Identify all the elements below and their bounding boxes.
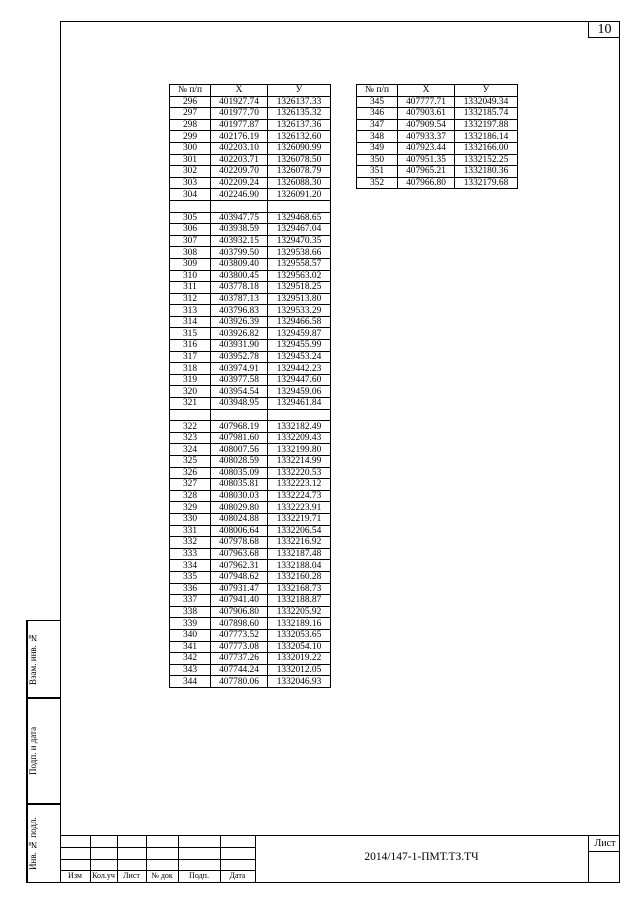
table-row	[170, 629, 331, 641]
point-number: 303	[170, 177, 211, 189]
point-number: 351	[357, 166, 398, 178]
coord-y: 1329466.58	[268, 316, 331, 328]
coord-y: 1326078.50	[268, 154, 331, 166]
col-kol-uch: Кол.уч	[92, 871, 115, 880]
coord-y: 1329558.57	[268, 258, 331, 270]
coordinates-table-right	[356, 84, 518, 189]
point-number: 313	[170, 305, 211, 317]
coord-y: 1329467.04	[268, 224, 331, 236]
coord-x: 403932.15	[211, 235, 268, 247]
point-number: 306	[170, 224, 211, 236]
coord-y: 1332168.73	[268, 583, 331, 595]
coord-x: 402203.71	[211, 154, 268, 166]
point-number: 332	[170, 537, 211, 549]
table-row	[170, 351, 331, 363]
point-number: 335	[170, 571, 211, 583]
table-row	[170, 142, 331, 154]
coord-x: 403809.40	[211, 258, 268, 270]
coord-x: 401977.70	[211, 108, 268, 120]
point-number: 323	[170, 432, 211, 444]
coord-x: 403926.82	[211, 328, 268, 340]
table-row	[170, 560, 331, 572]
point-number: 314	[170, 316, 211, 328]
drawing-frame	[60, 21, 620, 883]
header-x: X	[211, 85, 268, 97]
side-stamp-vzam	[26, 620, 61, 698]
table-row	[170, 108, 331, 120]
coord-y: 1332199.80	[268, 444, 331, 456]
point-number: 342	[170, 653, 211, 665]
table-row	[170, 525, 331, 537]
point-number	[170, 409, 211, 421]
coord-y: 1326088.30	[268, 177, 331, 189]
table-row	[170, 571, 331, 583]
coord-y: 1332224.73	[268, 490, 331, 502]
table-row	[170, 653, 331, 665]
coord-y: 1332189.16	[268, 618, 331, 630]
coord-y: 1332206.54	[268, 525, 331, 537]
coord-y: 1332186.14	[455, 131, 518, 143]
coord-y: 1332180.36	[455, 166, 518, 178]
coord-x	[211, 200, 268, 212]
coord-x: 408035.81	[211, 479, 268, 491]
table-row	[170, 282, 331, 294]
table-row	[170, 444, 331, 456]
table-row	[170, 270, 331, 282]
header-y: У	[268, 85, 331, 97]
coord-x: 407933.37	[398, 131, 455, 143]
table-row	[357, 96, 518, 108]
coord-y: 1332209.43	[268, 432, 331, 444]
table-row	[170, 606, 331, 618]
point-number: 345	[357, 96, 398, 108]
coord-x: 407948.62	[211, 571, 268, 583]
coord-y: 1332046.93	[268, 676, 331, 688]
coord-y: 1326137.36	[268, 119, 331, 131]
table-row	[170, 154, 331, 166]
coord-x: 401927.74	[211, 96, 268, 108]
coord-y: 1332182.49	[268, 421, 331, 433]
point-number: 318	[170, 363, 211, 375]
document-code: 2014/147-1-ПМТ.ТЗ.ТЧ	[364, 851, 479, 863]
coord-x: 408024.88	[211, 513, 268, 525]
coord-x: 403931.90	[211, 340, 268, 352]
coord-x: 408028.59	[211, 456, 268, 468]
table-row	[170, 177, 331, 189]
point-number: 336	[170, 583, 211, 595]
coord-x: 407966.80	[398, 177, 455, 189]
table-row	[170, 479, 331, 491]
table-row	[170, 374, 331, 386]
side-stamp-podp	[26, 698, 61, 804]
header-y: У	[455, 85, 518, 97]
point-number: 330	[170, 513, 211, 525]
point-number: 305	[170, 212, 211, 224]
coord-y: 1329518.25	[268, 282, 331, 294]
table-row	[170, 189, 331, 201]
point-number: 312	[170, 293, 211, 305]
side-label-vzam: Взам. инв. №	[27, 621, 43, 697]
coord-x: 407744.24	[211, 664, 268, 676]
point-number: 298	[170, 119, 211, 131]
point-number: 350	[357, 154, 398, 166]
coord-x: 403799.50	[211, 247, 268, 259]
page-number: 10	[588, 21, 620, 38]
table-row	[170, 490, 331, 502]
coordinates-table-left	[169, 84, 331, 688]
coord-x: 403948.95	[211, 398, 268, 410]
coord-y: 1329453.24	[268, 351, 331, 363]
coord-y: 1332166.00	[455, 142, 518, 154]
coord-x: 402209.24	[211, 177, 268, 189]
point-number: 297	[170, 108, 211, 120]
side-label-podp: Подп. и дата	[27, 699, 43, 803]
point-number: 344	[170, 676, 211, 688]
coord-y: 1332187.48	[268, 548, 331, 560]
coord-x: 402176.19	[211, 131, 268, 143]
coord-x: 407903.61	[398, 108, 455, 120]
coord-y: 1332205.92	[268, 606, 331, 618]
coord-x: 407923.44	[398, 142, 455, 154]
table-row	[170, 247, 331, 259]
point-number: 339	[170, 618, 211, 630]
title-block	[60, 835, 620, 883]
coord-y: 1326132.60	[268, 131, 331, 143]
col-podp: Подп.	[189, 871, 209, 880]
table-row	[170, 166, 331, 178]
table-row	[170, 119, 331, 131]
table-row	[170, 618, 331, 630]
col-data: Дата	[229, 871, 246, 880]
coord-y: 1329459.87	[268, 328, 331, 340]
table-row	[170, 641, 331, 653]
coord-x: 407909.54	[398, 119, 455, 131]
coord-y: 1332160.28	[268, 571, 331, 583]
coord-x: 407978.68	[211, 537, 268, 549]
point-number: 341	[170, 641, 211, 653]
header-x: X	[398, 85, 455, 97]
point-number: 296	[170, 96, 211, 108]
coord-y: 1332197.88	[455, 119, 518, 131]
table-row	[170, 398, 331, 410]
table-row	[357, 119, 518, 131]
coord-x: 408029.80	[211, 502, 268, 514]
point-number: 352	[357, 177, 398, 189]
point-number: 301	[170, 154, 211, 166]
coord-x: 407941.40	[211, 595, 268, 607]
point-number: 308	[170, 247, 211, 259]
coord-y: 1329442.23	[268, 363, 331, 375]
coord-y: 1332053.65	[268, 629, 331, 641]
coord-x: 403800.45	[211, 270, 268, 282]
point-number: 302	[170, 166, 211, 178]
coord-x: 408006.64	[211, 525, 268, 537]
point-number: 311	[170, 282, 211, 294]
side-stamp-inv	[26, 804, 61, 883]
point-number: 347	[357, 119, 398, 131]
coord-x: 407737.26	[211, 653, 268, 665]
coord-y: 1332220.53	[268, 467, 331, 479]
coord-y: 1329470.35	[268, 235, 331, 247]
point-number: 331	[170, 525, 211, 537]
table-row	[170, 340, 331, 352]
coord-x: 407965.21	[398, 166, 455, 178]
point-number: 315	[170, 328, 211, 340]
point-number: 328	[170, 490, 211, 502]
point-number: 334	[170, 560, 211, 572]
coord-y: 1332219.71	[268, 513, 331, 525]
point-number: 322	[170, 421, 211, 433]
table-row	[170, 513, 331, 525]
coord-x: 407951.35	[398, 154, 455, 166]
coord-y: 1332152.25	[455, 154, 518, 166]
coord-x: 407962.31	[211, 560, 268, 572]
coord-y: 1332012.05	[268, 664, 331, 676]
coord-y	[268, 409, 331, 421]
coord-x: 403796.83	[211, 305, 268, 317]
table-row	[170, 583, 331, 595]
point-number: 319	[170, 374, 211, 386]
table-row	[170, 537, 331, 549]
coord-x: 407773.08	[211, 641, 268, 653]
coord-y: 1332019.22	[268, 653, 331, 665]
point-number: 320	[170, 386, 211, 398]
coord-x: 408035.09	[211, 467, 268, 479]
coord-y: 1332214.99	[268, 456, 331, 468]
col-izm: Изм	[68, 871, 82, 880]
coord-y: 1326078.79	[268, 166, 331, 178]
coord-x: 403926.39	[211, 316, 268, 328]
coord-y: 1332223.12	[268, 479, 331, 491]
point-number: 325	[170, 456, 211, 468]
table-row	[357, 131, 518, 143]
coord-x: 403952.78	[211, 351, 268, 363]
point-number: 346	[357, 108, 398, 120]
point-number: 329	[170, 502, 211, 514]
table-row	[170, 467, 331, 479]
table-row	[357, 142, 518, 154]
point-number: 299	[170, 131, 211, 143]
table-row	[170, 328, 331, 340]
coord-x: 407981.60	[211, 432, 268, 444]
coord-x: 403778.18	[211, 282, 268, 294]
point-number: 333	[170, 548, 211, 560]
coord-y: 1332054.10	[268, 641, 331, 653]
table-row	[170, 258, 331, 270]
point-number: 304	[170, 189, 211, 201]
point-number: 307	[170, 235, 211, 247]
coord-x: 407906.80	[211, 606, 268, 618]
coord-x: 403954.54	[211, 386, 268, 398]
table-row	[170, 676, 331, 688]
point-number: 310	[170, 270, 211, 282]
table-row	[170, 363, 331, 375]
point-number: 348	[357, 131, 398, 143]
point-number: 326	[170, 467, 211, 479]
coord-x: 407963.68	[211, 548, 268, 560]
coord-x: 407773.52	[211, 629, 268, 641]
table-row	[170, 664, 331, 676]
side-label-inv: Инв. № подл.	[27, 805, 43, 882]
coord-y: 1329468.65	[268, 212, 331, 224]
point-number: 343	[170, 664, 211, 676]
table-row	[170, 200, 331, 212]
coord-y: 1326137.33	[268, 96, 331, 108]
point-number: 317	[170, 351, 211, 363]
coord-x: 403947.75	[211, 212, 268, 224]
table-row	[170, 96, 331, 108]
coord-x: 402203.10	[211, 142, 268, 154]
point-number: 324	[170, 444, 211, 456]
coord-y: 1332188.87	[268, 595, 331, 607]
point-number: 309	[170, 258, 211, 270]
header-number: № п/п	[170, 85, 211, 97]
coord-x: 402209.70	[211, 166, 268, 178]
coord-y: 1329447.60	[268, 374, 331, 386]
point-number: 316	[170, 340, 211, 352]
table-row	[357, 154, 518, 166]
header-number: № п/п	[357, 85, 398, 97]
coord-y: 1326090.99	[268, 142, 331, 154]
coord-x: 401977.87	[211, 119, 268, 131]
table-row	[170, 224, 331, 236]
table-row	[357, 177, 518, 189]
coord-y: 1329538.66	[268, 247, 331, 259]
coord-y: 1332223.91	[268, 502, 331, 514]
coord-y: 1332216.92	[268, 537, 331, 549]
coord-y: 1326135.32	[268, 108, 331, 120]
table-row	[170, 235, 331, 247]
coord-y: 1329459.06	[268, 386, 331, 398]
coord-x	[211, 409, 268, 421]
coord-x: 403974.91	[211, 363, 268, 375]
coord-x: 403938.59	[211, 224, 268, 236]
sheet-label: Лист	[594, 838, 616, 849]
point-number	[170, 200, 211, 212]
table-row	[170, 131, 331, 143]
table-row	[170, 502, 331, 514]
col-list: Лист	[123, 871, 140, 880]
coord-x: 407780.06	[211, 676, 268, 688]
point-number: 349	[357, 142, 398, 154]
table-row	[170, 305, 331, 317]
coord-x: 408007.56	[211, 444, 268, 456]
coord-x: 403787.13	[211, 293, 268, 305]
table-row	[170, 386, 331, 398]
table-row	[170, 595, 331, 607]
table-row	[170, 316, 331, 328]
table-row	[170, 432, 331, 444]
table-row	[357, 108, 518, 120]
coord-y: 1326091.20	[268, 189, 331, 201]
coord-y: 1332049.34	[455, 96, 518, 108]
table-row	[170, 421, 331, 433]
coord-x: 407777.71	[398, 96, 455, 108]
coord-y: 1329455.99	[268, 340, 331, 352]
point-number: 300	[170, 142, 211, 154]
table-row	[170, 456, 331, 468]
coord-y: 1329563.02	[268, 270, 331, 282]
coord-x: 403977.58	[211, 374, 268, 386]
point-number: 338	[170, 606, 211, 618]
coord-y	[268, 200, 331, 212]
table-row	[357, 166, 518, 178]
table-row	[170, 548, 331, 560]
coord-y: 1329513.80	[268, 293, 331, 305]
point-number: 337	[170, 595, 211, 607]
point-number: 340	[170, 629, 211, 641]
point-number: 327	[170, 479, 211, 491]
coord-x: 407968.19	[211, 421, 268, 433]
col-n-dok: № док	[151, 871, 173, 880]
point-number: 321	[170, 398, 211, 410]
coord-x: 407931.47	[211, 583, 268, 595]
table-row	[170, 212, 331, 224]
coord-y: 1329533.29	[268, 305, 331, 317]
coord-x: 402246.90	[211, 189, 268, 201]
coord-x: 408030.03	[211, 490, 268, 502]
coord-x: 407898.60	[211, 618, 268, 630]
coord-y: 1332185.74	[455, 108, 518, 120]
coord-y: 1332179.68	[455, 177, 518, 189]
coord-y: 1329461.84	[268, 398, 331, 410]
coord-y: 1332188.04	[268, 560, 331, 572]
table-row	[170, 409, 331, 421]
table-row	[170, 293, 331, 305]
